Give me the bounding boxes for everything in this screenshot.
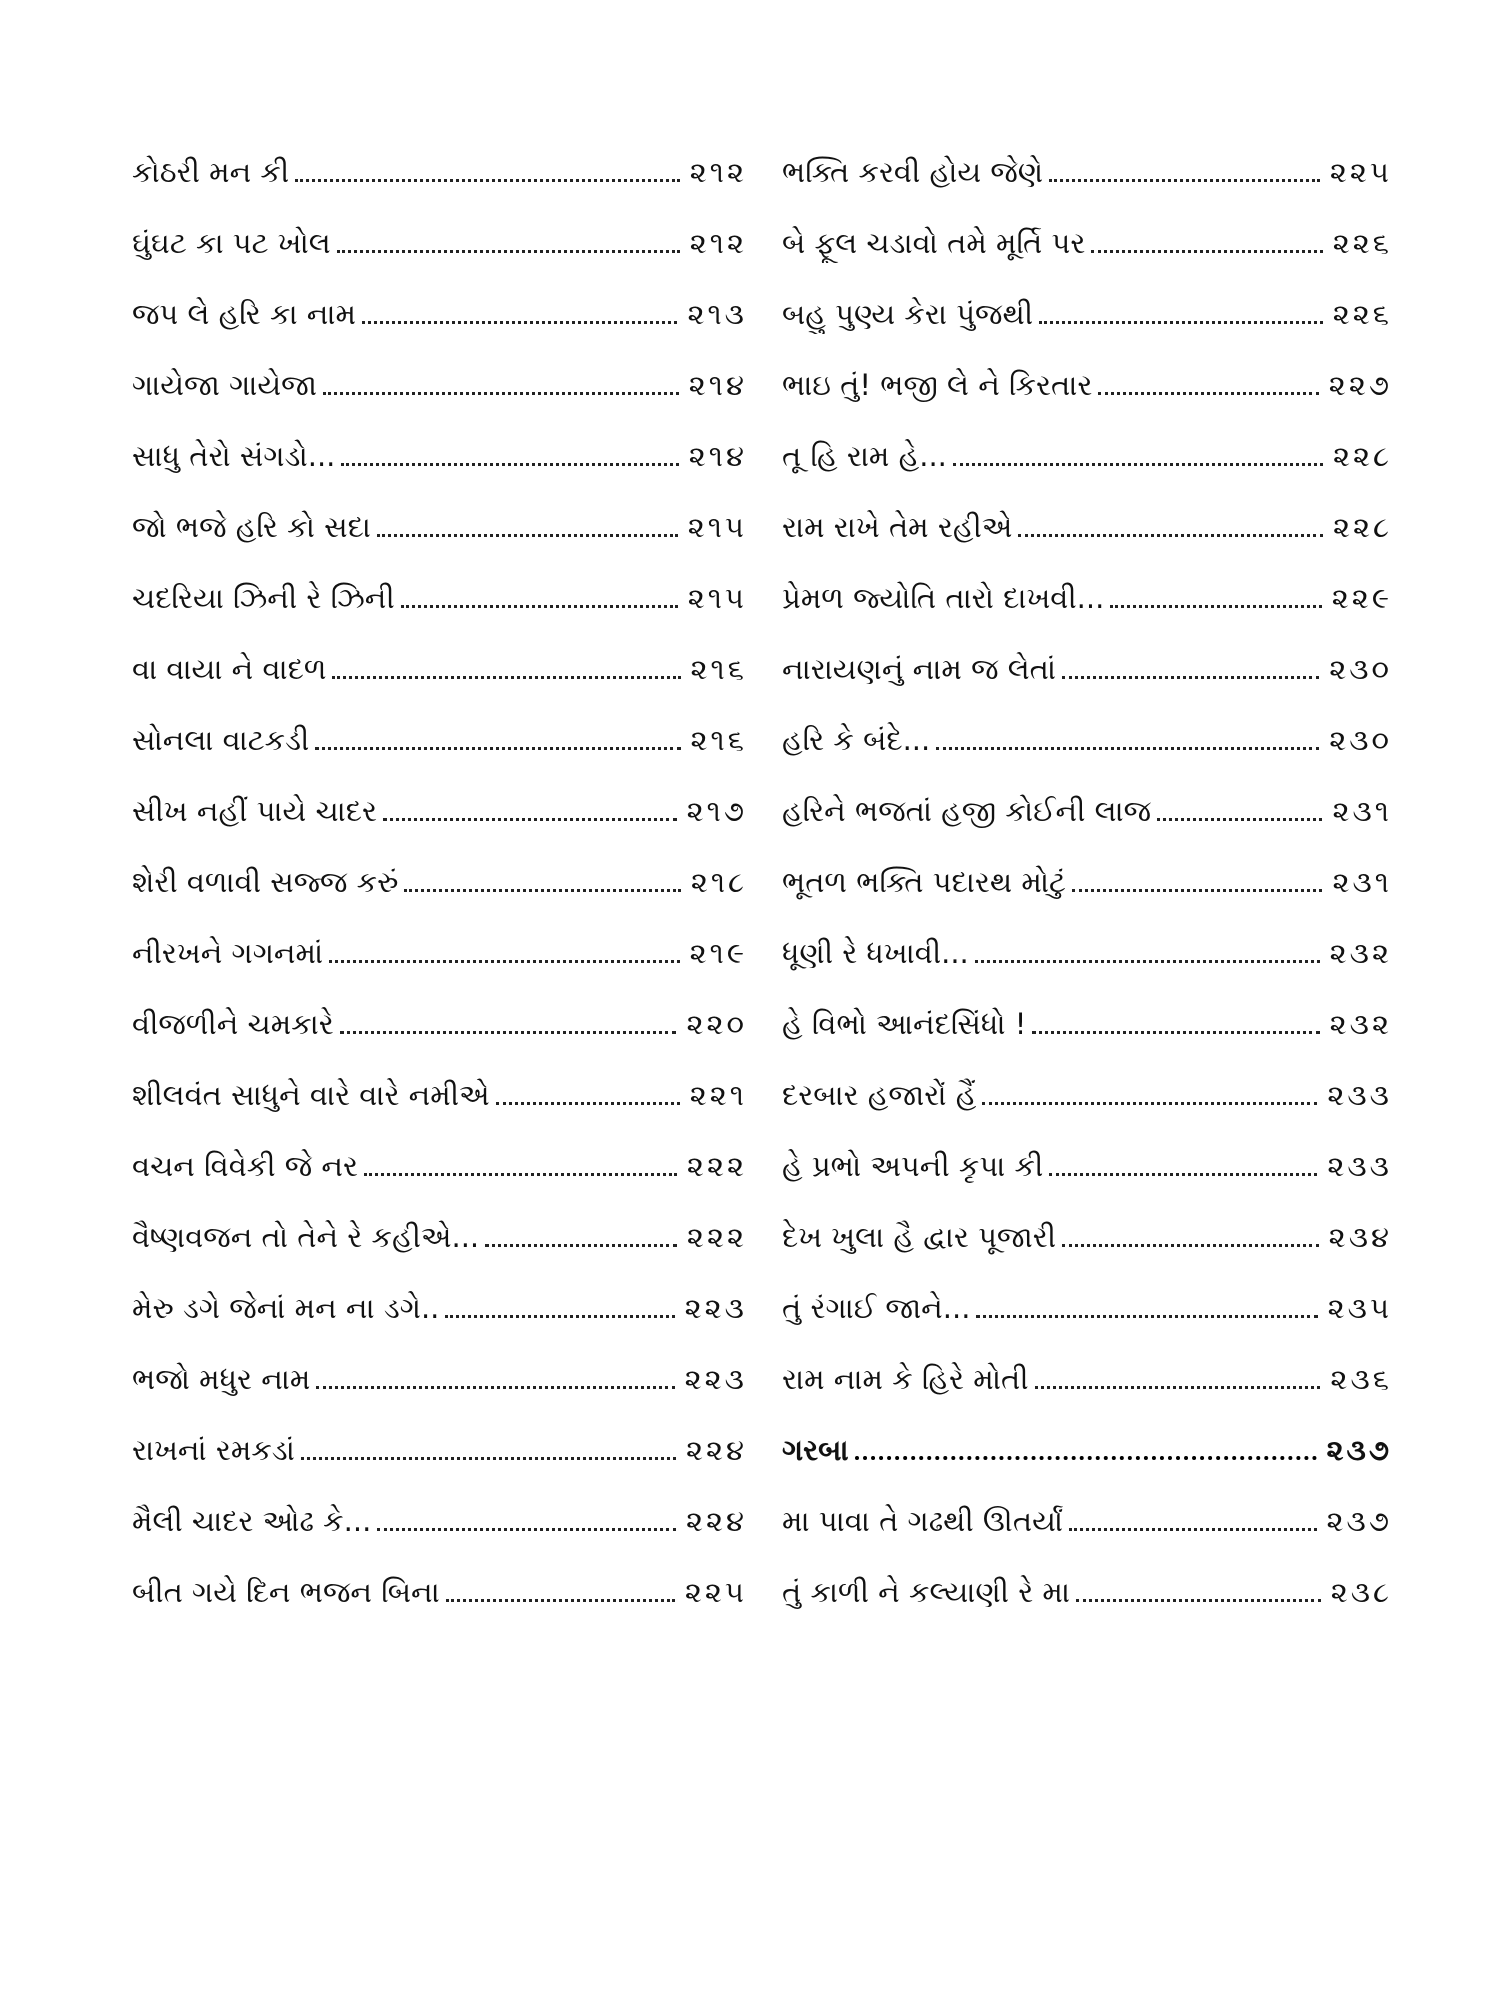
dot-leader <box>323 392 679 395</box>
toc-entry-page-number: ૨૩૬ <box>1330 1362 1392 1396</box>
toc-entry-page-number: ૨૧૬ <box>690 652 747 686</box>
toc-entry-title: શેરી વળાવી સજ્જ કરું <box>132 865 399 899</box>
toc-entry-title: તૂ હિ રામ હે... <box>782 439 947 473</box>
dot-leader <box>1062 1244 1319 1247</box>
toc-entry-page-number: ૨૨૫ <box>1329 155 1392 189</box>
toc-entry-title: તું કાળી ને કલ્યાણી રે મા <box>782 1575 1070 1609</box>
toc-entry <box>782 720 1392 791</box>
toc-entry-title: બહુ પુણ્ય કેરા પુંજથી <box>782 297 1033 331</box>
toc-entry-page-number: ૨૨૭ <box>1328 368 1392 402</box>
toc-entry-page-number: ૨૧૮ <box>690 865 747 899</box>
toc-entry-title: હે પ્રભો અપની કૃપા કી <box>782 1149 1044 1183</box>
dot-leader <box>855 1456 1317 1460</box>
toc-entry-page-number: ૨૨૩ <box>684 1362 747 1396</box>
toc-entry-page-number: ૨૩૭ <box>1326 1504 1392 1538</box>
toc-entry <box>782 436 1392 507</box>
toc-entry-page-number: ૨૨૯ <box>1331 581 1392 615</box>
toc-entry <box>782 1430 1392 1501</box>
dot-leader <box>315 747 680 750</box>
dot-leader <box>496 1102 680 1105</box>
dot-leader <box>1018 534 1323 537</box>
dot-leader <box>332 676 680 679</box>
dot-leader <box>337 250 680 253</box>
toc-entry-page-number: ૨૨૮ <box>1333 439 1392 473</box>
toc-entry-title: વચન વિવેકી જે નર <box>132 1149 359 1183</box>
toc-entry <box>132 649 747 720</box>
toc-entry <box>132 1501 747 1572</box>
toc-entry-page-number: ૨૩૩ <box>1327 1149 1392 1183</box>
toc-entry-page-number: ૨૨૪ <box>685 1433 747 1467</box>
toc-entry-title: સોનલા વાટકડી <box>132 723 310 757</box>
toc-entry-title: કોઠરી મન કી <box>132 155 290 189</box>
toc-entry <box>132 1217 747 1288</box>
toc-entry-title: રામ રાખે તેમ રહીએ <box>782 510 1013 544</box>
toc-entry-page-number: ૨૧૯ <box>689 936 747 970</box>
toc-entry-title: ગરબા <box>782 1433 849 1467</box>
toc-entry <box>132 1146 747 1217</box>
dot-leader <box>1049 179 1320 182</box>
toc-entry-page-number: ૨૧૨ <box>689 226 747 260</box>
toc-entry-page-number: ૨૩૮ <box>1330 1575 1392 1609</box>
toc-entry-page-number: ૨૧૫ <box>687 510 747 544</box>
toc-entry-page-number: ૨૨૧ <box>689 1078 747 1112</box>
toc-entry-title: રાખનાં રમકડાં <box>132 1433 295 1467</box>
dot-leader <box>1110 605 1321 608</box>
toc-right-column <box>782 152 1392 1643</box>
toc-entry-page-number: ૨૩૪ <box>1328 1220 1392 1254</box>
toc-entry <box>782 1217 1392 1288</box>
dot-leader <box>953 463 1323 466</box>
toc-entry <box>782 507 1392 578</box>
toc-entry-title: ગાયેજા ગાયેજા <box>132 368 317 402</box>
toc-entry-title: બીત ગયે દિન ભજન બિના <box>132 1575 440 1609</box>
toc-entry <box>782 649 1392 720</box>
toc-entry-title: વૈષ્ણવજન તો તેને રે કહીએ... <box>132 1220 480 1254</box>
toc-entry-title: બે ફૂલ ચડાવો તમે મૂર્તિ પર <box>782 226 1086 260</box>
dot-leader <box>936 747 1319 750</box>
dot-leader <box>295 179 680 182</box>
toc-entry <box>132 294 747 365</box>
dot-leader <box>485 1244 677 1247</box>
toc-entry-page-number: ૨૨૬ <box>1332 297 1392 331</box>
dot-leader <box>377 1528 676 1531</box>
dot-leader <box>976 1315 1317 1318</box>
dot-leader <box>383 818 677 821</box>
toc-entry <box>132 152 747 223</box>
toc-entry-page-number: ૨૧૨ <box>689 155 747 189</box>
toc-entry-page-number: ૨૨૨ <box>686 1220 747 1254</box>
toc-entry-page-number: ૨૨૪ <box>685 1504 747 1538</box>
toc-entry-title: ધૂણી રે ધખાવી... <box>782 936 969 970</box>
toc-entry <box>782 1004 1392 1075</box>
toc-entry <box>782 1572 1392 1643</box>
toc-entry-title: મા પાવા તે ગઢથી ઊતર્યાં <box>782 1504 1063 1538</box>
toc-entry-page-number: ૨૧૪ <box>688 439 747 473</box>
toc-entry <box>132 1359 747 1430</box>
toc-entry-title: સાધુ તેરો સંગડો... <box>132 439 336 473</box>
toc-entry <box>782 1146 1392 1217</box>
dot-leader <box>1062 676 1319 679</box>
dot-leader <box>1157 818 1322 821</box>
toc-entry-title: ચદરિયા ઝિની રે ઝિની <box>132 581 395 615</box>
toc-entry-title: વા વાયા ને વાદળ <box>132 652 327 686</box>
dot-leader <box>1076 1599 1321 1602</box>
toc-entry-page-number: ૨૧૩ <box>687 297 747 331</box>
dot-leader <box>1035 1386 1321 1389</box>
toc-entry-page-number: ૨૧૬ <box>690 723 747 757</box>
toc-entry-title: શીલવંત સાધુને વારે વારે નમીએ <box>132 1078 490 1112</box>
dot-leader <box>364 1173 677 1176</box>
toc-entry <box>132 1004 747 1075</box>
toc-entry-page-number: ૨૩૨ <box>1329 1007 1392 1041</box>
toc-entry-title: ભજો મધુર નામ <box>132 1362 311 1396</box>
toc-entry <box>132 791 747 862</box>
toc-left-column <box>132 152 747 1643</box>
toc-entry-page-number: ૨૩૧ <box>1332 865 1392 899</box>
toc-entry <box>132 1430 747 1501</box>
toc-entry-page-number: ૨૨૮ <box>1333 510 1392 544</box>
toc-entry-title: જો ભજે હરિ કો સદા <box>132 510 371 544</box>
dot-leader <box>1049 1173 1317 1176</box>
toc-entry-title: દેખ ખુલા હૈ દ્વાર પૂજારી <box>782 1220 1057 1254</box>
toc-entry-title: નારાયણનું નામ જ લેતાં <box>782 652 1056 686</box>
dot-leader <box>982 1102 1317 1105</box>
toc-entry <box>782 152 1392 223</box>
dot-leader <box>1069 1528 1317 1531</box>
toc-entry <box>132 1075 747 1146</box>
toc-entry-page-number: ૨૧૫ <box>687 581 747 615</box>
toc-entry-title: મૈલી ચાદર ઓઢ કે... <box>132 1504 372 1538</box>
dot-leader <box>377 534 678 537</box>
toc-entry-title: હરિ કે બંદે... <box>782 723 931 757</box>
dot-leader <box>975 960 1320 963</box>
toc-entry-title: રામ નામ કે હિરે મોતી <box>782 1362 1029 1396</box>
toc-entry-page-number: ૨૩૧ <box>1332 794 1392 828</box>
dot-leader <box>1039 321 1323 324</box>
dot-leader <box>341 463 678 466</box>
toc-entry-page-number: ૨૩૩ <box>1327 1078 1392 1112</box>
toc-entry-title: સીખ નહીં પાયે ચાદર <box>132 794 377 828</box>
toc-entry <box>132 720 747 791</box>
toc-entry <box>782 862 1392 933</box>
toc-entry-page-number: ૨૧૭ <box>686 794 747 828</box>
toc-entry <box>782 1501 1392 1572</box>
dot-leader <box>1091 250 1322 253</box>
toc-entry <box>782 791 1392 862</box>
toc-entry-page-number: ૨૨૩ <box>684 1291 747 1325</box>
toc-entry-title: ઘુંઘટ કા પટ ખોલ <box>132 226 331 260</box>
toc-entry-page-number: ૨૨૬ <box>1332 226 1392 260</box>
toc-entry <box>132 862 747 933</box>
dot-leader <box>1032 1031 1319 1034</box>
toc-entry <box>132 507 747 578</box>
toc-entry-title: દરબાર હજારોં હૈં <box>782 1078 977 1112</box>
toc-entry <box>782 1288 1392 1359</box>
dot-leader <box>404 889 680 892</box>
toc-entry-title: જપ લે હરિ કા નામ <box>132 297 356 331</box>
toc-entry <box>782 578 1392 649</box>
toc-entry <box>132 436 747 507</box>
toc-entry-title: હે વિભો આનંદસિંધો ! <box>782 1007 1027 1041</box>
toc-entry <box>782 933 1392 1004</box>
dot-leader <box>1098 392 1318 395</box>
toc-entry-page-number: ૨૩૦ <box>1329 723 1392 757</box>
toc-entry-title: હરિને ભજતાં હજી કોઈની લાજ <box>782 794 1152 828</box>
toc-entry-title: ભૂતળ ભક્તિ પદારથ મોટું <box>782 865 1066 899</box>
toc-entry <box>132 1288 747 1359</box>
dot-leader <box>446 1599 675 1602</box>
dot-leader <box>329 960 680 963</box>
toc-entry-page-number: ૨૨૫ <box>684 1575 747 1609</box>
toc-entry-page-number: ૨૨૨ <box>686 1149 747 1183</box>
toc-entry <box>132 223 747 294</box>
dot-leader <box>401 605 678 608</box>
toc-entry <box>782 1359 1392 1430</box>
toc-entry-title: ભાઇ તું! ભજી લે ને કિરતાર <box>782 368 1093 402</box>
dot-leader <box>1072 889 1323 892</box>
dot-leader <box>445 1315 674 1318</box>
toc-entry <box>782 365 1392 436</box>
toc-entry <box>132 578 747 649</box>
toc-entry-page-number: ૨૩૨ <box>1329 936 1392 970</box>
toc-entry <box>132 933 747 1004</box>
toc-entry-title: વીજળીને ચમકારે <box>132 1007 334 1041</box>
toc-entry-page-number: ૨૨૦ <box>686 1007 747 1041</box>
toc-entry-page-number: ૨૩૭ <box>1326 1433 1392 1467</box>
dot-leader <box>362 321 677 324</box>
toc-entry-page-number: ૨૧૪ <box>688 368 747 402</box>
toc-entry <box>782 223 1392 294</box>
toc-entry-title: નીરખને ગગનમાં <box>132 936 324 970</box>
toc-entry-title: પ્રેમળ જ્યોતિ તારો દાખવી... <box>782 581 1105 615</box>
toc-entry <box>132 1572 747 1643</box>
toc-entry <box>782 1075 1392 1146</box>
toc-entry-page-number: ૨૩૫ <box>1327 1291 1392 1325</box>
dot-leader <box>301 1457 676 1460</box>
dot-leader <box>340 1031 677 1034</box>
dot-leader <box>316 1386 674 1389</box>
toc-entry-title: મેરુ ડગે જેનાં મન ના ડગે.. <box>132 1291 440 1325</box>
toc-entry-title: ભક્તિ કરવી હોય જેણે <box>782 155 1044 189</box>
toc-entry-page-number: ૨૩૦ <box>1329 652 1392 686</box>
toc-entry <box>782 294 1392 365</box>
toc-entry-title: તું રંગાઈ જાને... <box>782 1291 971 1325</box>
toc-entry <box>132 365 747 436</box>
